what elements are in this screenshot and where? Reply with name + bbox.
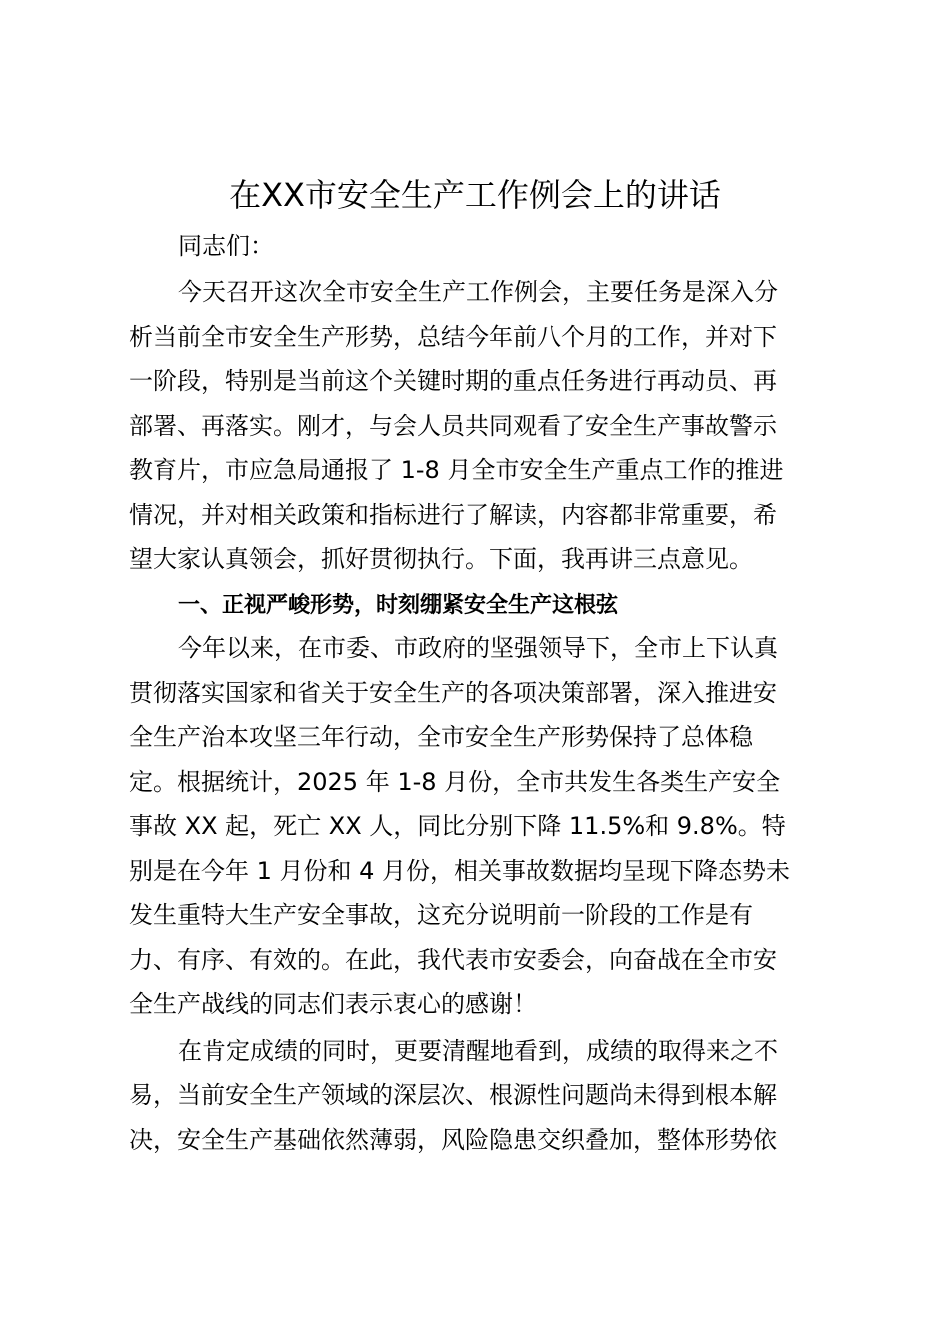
text-line: 全生产战线的同志们表示衷心的感谢！ — [129, 990, 537, 1018]
text-line: 今天召开这次全市安全生产工作例会，主要任务是深入分 — [178, 278, 778, 306]
text-line: 易，当前安全生产领域的深层次、根源性问题尚未得到根本解 — [129, 1081, 777, 1109]
text-line: 情况，并对相关政策和指标进行了解读，内容都非常重要，希 — [129, 501, 777, 529]
text-line: 析当前全市安全生产形势，总结今年前八个月的工作，并对下 — [129, 323, 777, 351]
text-line: 发生重特大生产安全事故，这充分说明前一阶段的工作是有 — [129, 901, 753, 929]
text-line: 定。根据统计，2025 年 1-8 月份，全市共发生各类生产安全 — [129, 768, 781, 796]
text-line: 部署、再落实。刚才，与会人员共同观看了安全生产事故警示 — [129, 412, 777, 440]
text-line: 今年以来，在市委、市政府的坚强领导下，全市上下认真 — [178, 634, 778, 662]
text-line: 望大家认真领会，抓好贯彻执行。下面，我再讲三点意见。 — [129, 545, 753, 573]
text-line: 决，安全生产基础依然薄弱，风险隐患交织叠加，整体形势依 — [129, 1126, 777, 1154]
text-line: 全生产治本攻坚三年行动，全市安全生产形势保持了总体稳 — [129, 723, 753, 751]
text-line: 贯彻落实国家和省关于安全生产的各项决策部署，深入推进安 — [129, 679, 777, 707]
document-title: 在XX市安全生产工作例会上的讲话 — [229, 176, 721, 214]
text-line: 别是在今年 1 月份和 4 月份，相关事故数据均呈现下降态势未 — [129, 857, 791, 885]
text-line: 在肯定成绩的同时，更要清醒地看到，成绩的取得来之不 — [178, 1037, 778, 1065]
salutation: 同志们： — [178, 232, 274, 260]
text-line: 一阶段，特别是当前这个关键时期的重点任务进行再动员、再 — [129, 367, 777, 395]
text-line: 力、有序、有效的。在此，我代表市安委会，向奋战在全市安 — [129, 946, 777, 974]
section-heading: 一、正视严峻形势，时刻绷紧安全生产这根弦 — [178, 593, 619, 618]
text-line: 事故 XX 起，死亡 XX 人，同比分别下降 11.5%和 9.8%。特 — [129, 812, 786, 840]
text-line: 教育片，市应急局通报了 1-8 月全市安全生产重点工作的推进 — [129, 456, 784, 484]
